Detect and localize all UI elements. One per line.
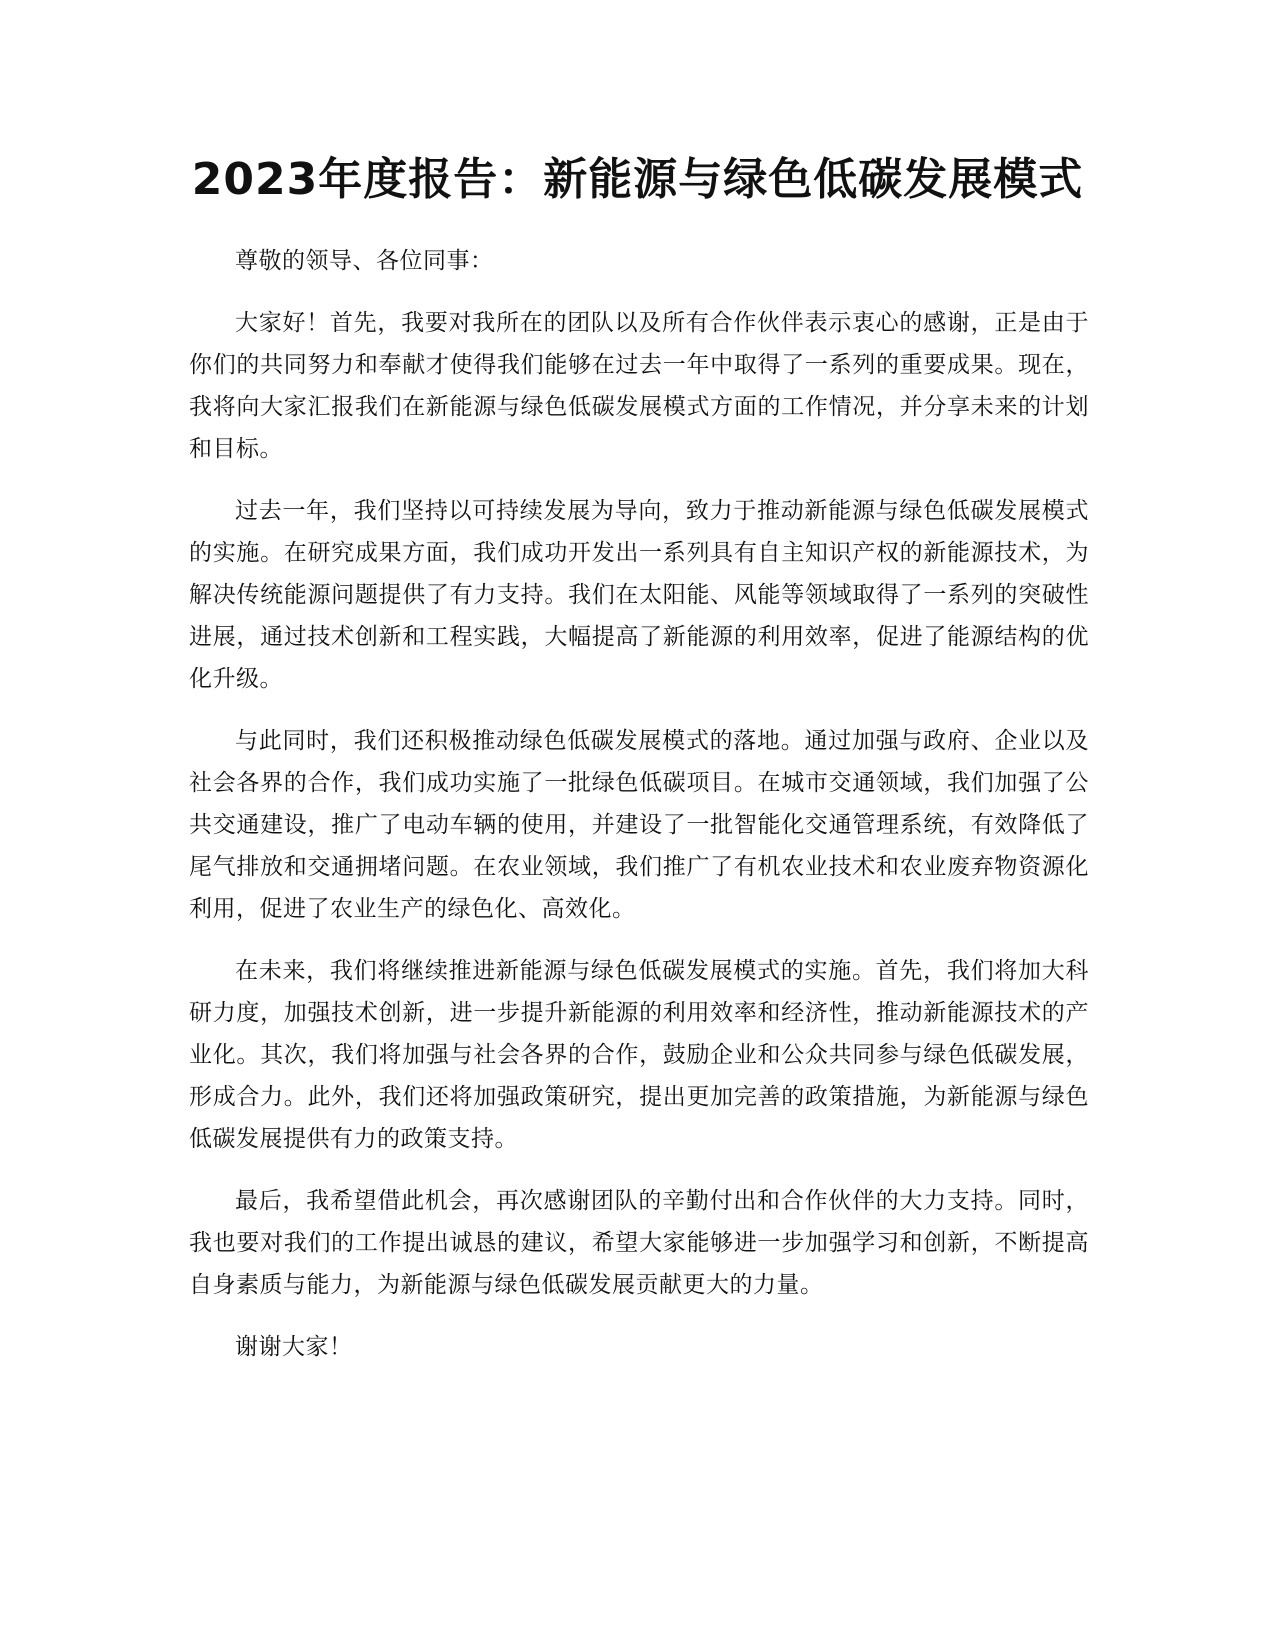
paragraph-implementation: 与此同时，我们还积极推动绿色低碳发展模式的落地。通过加强与政府、企业以及社会各界的合作，我们成功实施了一批绿色低碳项目。在城市交通领域，我们加强了公共交通建设，推广了电动车辆的使用，并建设了一批智能化交通管理系统，有效降低了尾气排放和交通拥堵问题。在农业领域，我们推广了有机农业技术和农业废弃物资源化利用，促进了农业生产的绿色化、高效化。 [189, 728, 1089, 922]
document-title: 2023年度报告：新能源与绿色低碳发展模式 [191, 154, 1084, 205]
paragraph-thanks: 谢谢大家！ [235, 1334, 353, 1360]
document-body [189, 240, 1089, 1388]
paragraph-salutation: 尊敬的领导、各位同事： [235, 248, 494, 274]
paragraph-opening: 大家好！首先，我要对我所在的团队以及所有合作伙伴表示衷心的感谢，正是由于你们的共同努力和奉献才使得我们能够在过去一年中取得了一系列的重要成果。现在，我将向大家汇报我们在新能源与绿色低碳发展模式方面的工作情况，并分享未来的计划和目标。 [189, 310, 1089, 462]
paragraph-future-plans: 在未来，我们将继续推进新能源与绿色低碳发展模式的实施。首先，我们将加大科研力度，加强技术创新，进一步提升新能源的利用效率和经济性，推动新能源技术的产业化。其次，我们将加强与社会各界的合作，鼓励企业和公众共同参与绿色低碳发展，形成合力。此外，我们还将加强政策研究，提出更加完善的政策措施，为新能源与绿色低碳发展提供有力的政策支持。 [189, 958, 1089, 1152]
paragraph-research: 过去一年，我们坚持以可持续发展为导向，致力于推动新能源与绿色低碳发展模式的实施。在研究成果方面，我们成功开发出一系列具有自主知识产权的新能源技术，为解决传统能源问题提供了有力支持。我们在太阳能、风能等领域取得了一系列的突破性进展，通过技术创新和工程实践，大幅提高了新能源的利用效率，促进了能源结构的优化升级。 [189, 498, 1089, 692]
paragraph-closing: 最后，我希望借此机会，再次感谢团队的辛勤付出和合作伙伴的大力支持。同时，我也要对我们的工作提出诚恳的建议，希望大家能够进一步加强学习和创新，不断提高自身素质与能力，为新能源与绿色低碳发展贡献更大的力量。 [189, 1188, 1089, 1298]
